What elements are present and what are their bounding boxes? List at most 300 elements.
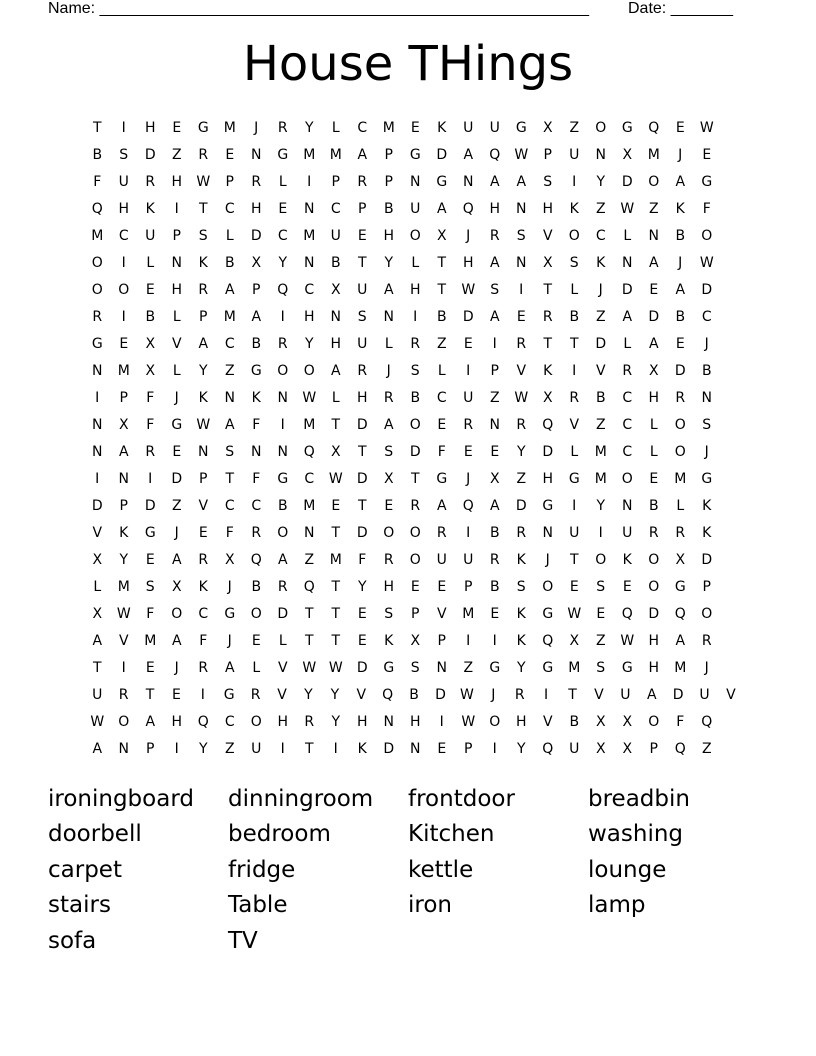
grid-letter[interactable]: T bbox=[304, 632, 314, 649]
grid-letter[interactable]: P bbox=[490, 362, 499, 379]
grid-letter[interactable]: L bbox=[649, 416, 658, 433]
grid-letter[interactable]: O bbox=[701, 605, 713, 622]
grid-letter[interactable]: J bbox=[704, 443, 709, 460]
grid-letter[interactable]: T bbox=[331, 524, 341, 541]
grid-letter[interactable]: K bbox=[596, 254, 606, 271]
grid-letter[interactable]: H bbox=[648, 389, 660, 406]
grid-letter[interactable]: E bbox=[172, 119, 182, 136]
grid-letter[interactable]: M bbox=[329, 551, 342, 568]
grid-letter[interactable]: S bbox=[384, 605, 394, 622]
grid-letter[interactable]: Q bbox=[462, 497, 474, 514]
grid-letter[interactable]: N bbox=[489, 416, 500, 433]
grid-letter[interactable]: D bbox=[277, 605, 289, 622]
grid-letter[interactable]: A bbox=[646, 686, 657, 703]
grid-letter[interactable]: M bbox=[223, 308, 236, 325]
grid-letter[interactable]: X bbox=[251, 254, 262, 271]
grid-letter[interactable]: R bbox=[250, 686, 261, 703]
grid-letter[interactable]: F bbox=[146, 605, 155, 622]
grid-letter[interactable]: Z bbox=[463, 659, 474, 676]
grid-letter[interactable]: G bbox=[542, 497, 554, 514]
grid-letter[interactable]: C bbox=[118, 227, 129, 244]
grid-letter[interactable]: Q bbox=[674, 740, 686, 757]
grid-letter[interactable]: U bbox=[569, 740, 580, 757]
grid-letter[interactable]: I bbox=[121, 308, 126, 325]
grid-letter[interactable]: N bbox=[118, 470, 129, 487]
grid-letter[interactable]: C bbox=[701, 308, 712, 325]
grid-letter[interactable]: B bbox=[436, 308, 447, 325]
grid-letter[interactable]: D bbox=[144, 146, 156, 163]
grid-letter[interactable]: D bbox=[91, 497, 103, 514]
grid-letter[interactable]: M bbox=[674, 470, 687, 487]
grid-letter[interactable]: N bbox=[383, 308, 394, 325]
grid-letter[interactable]: P bbox=[225, 173, 234, 190]
grid-letter[interactable]: O bbox=[648, 173, 660, 190]
grid-letter[interactable]: G bbox=[489, 659, 501, 676]
grid-letter[interactable]: O bbox=[648, 713, 660, 730]
grid-letter[interactable]: A bbox=[145, 713, 156, 730]
grid-letter[interactable]: A bbox=[436, 200, 447, 217]
grid-letter[interactable]: I bbox=[307, 173, 312, 190]
grid-letter[interactable]: M bbox=[91, 227, 104, 244]
grid-letter[interactable]: T bbox=[357, 443, 367, 460]
grid-letter[interactable]: X bbox=[622, 740, 633, 757]
grid-letter[interactable]: A bbox=[224, 281, 235, 298]
grid-letter[interactable]: U bbox=[436, 551, 447, 568]
grid-letter[interactable]: L bbox=[570, 281, 579, 298]
grid-letter[interactable]: R bbox=[542, 308, 553, 325]
grid-letter[interactable]: R bbox=[383, 551, 394, 568]
grid-letter[interactable]: Y bbox=[304, 686, 313, 703]
grid-letter[interactable]: F bbox=[93, 173, 102, 190]
grid-letter[interactable]: A bbox=[648, 254, 659, 271]
grid-letter[interactable]: E bbox=[225, 146, 235, 163]
grid-letter[interactable]: B bbox=[648, 497, 659, 514]
grid-letter[interactable]: E bbox=[278, 200, 288, 217]
grid-letter[interactable]: S bbox=[702, 416, 712, 433]
grid-letter[interactable]: E bbox=[119, 335, 129, 352]
grid-letter[interactable]: F bbox=[252, 416, 261, 433]
grid-letter[interactable]: O bbox=[595, 119, 607, 136]
grid-letter[interactable]: N bbox=[251, 146, 262, 163]
grid-letter[interactable]: W bbox=[196, 173, 211, 190]
grid-letter[interactable]: E bbox=[331, 497, 341, 514]
grid-letter[interactable]: O bbox=[621, 470, 633, 487]
grid-letter[interactable]: D bbox=[621, 281, 633, 298]
grid-letter[interactable]: A bbox=[224, 659, 235, 676]
grid-letter[interactable]: O bbox=[674, 443, 686, 460]
grid-letter[interactable]: I bbox=[333, 740, 338, 757]
grid-letter[interactable]: Z bbox=[224, 740, 235, 757]
grid-letter[interactable]: A bbox=[516, 173, 527, 190]
grid-letter[interactable]: H bbox=[462, 254, 474, 271]
grid-letter[interactable]: X bbox=[648, 362, 659, 379]
grid-letter[interactable]: I bbox=[200, 686, 205, 703]
grid-letter[interactable]: U bbox=[569, 524, 580, 541]
grid-letter[interactable]: X bbox=[383, 470, 394, 487]
grid-letter[interactable]: B bbox=[145, 308, 156, 325]
grid-letter[interactable]: R bbox=[198, 281, 209, 298]
grid-letter[interactable]: B bbox=[251, 335, 262, 352]
grid-letter[interactable]: M bbox=[647, 146, 660, 163]
grid-letter[interactable]: J bbox=[386, 362, 391, 379]
grid-letter[interactable]: R bbox=[357, 173, 368, 190]
grid-letter[interactable]: U bbox=[357, 281, 368, 298]
grid-letter[interactable]: Q bbox=[382, 686, 394, 703]
grid-letter[interactable]: E bbox=[145, 659, 155, 676]
grid-letter[interactable]: E bbox=[410, 578, 420, 595]
grid-letter[interactable]: I bbox=[544, 686, 549, 703]
grid-letter[interactable]: L bbox=[278, 632, 287, 649]
grid-letter[interactable]: U bbox=[463, 551, 474, 568]
grid-letter[interactable]: V bbox=[569, 416, 580, 433]
grid-letter[interactable]: N bbox=[410, 740, 421, 757]
grid-letter[interactable]: Q bbox=[91, 200, 103, 217]
grid-letter[interactable]: K bbox=[198, 578, 208, 595]
grid-letter[interactable]: X bbox=[542, 389, 553, 406]
grid-letter[interactable]: M bbox=[223, 119, 236, 136]
grid-letter[interactable]: L bbox=[411, 254, 420, 271]
grid-letter[interactable]: T bbox=[437, 281, 447, 298]
grid-letter[interactable]: R bbox=[251, 524, 262, 541]
grid-letter[interactable]: E bbox=[437, 740, 447, 757]
grid-letter[interactable]: T bbox=[410, 470, 420, 487]
grid-letter[interactable]: U bbox=[699, 686, 710, 703]
grid-letter[interactable]: U bbox=[145, 227, 156, 244]
grid-letter[interactable]: V bbox=[516, 362, 527, 379]
grid-letter[interactable]: Q bbox=[462, 200, 474, 217]
grid-letter[interactable]: N bbox=[251, 443, 262, 460]
grid-letter[interactable]: M bbox=[303, 146, 316, 163]
grid-letter[interactable]: S bbox=[357, 308, 367, 325]
grid-letter[interactable]: G bbox=[277, 146, 289, 163]
grid-letter[interactable]: M bbox=[329, 146, 342, 163]
grid-letter[interactable]: U bbox=[92, 686, 103, 703]
grid-letter[interactable]: H bbox=[356, 389, 368, 406]
grid-letter[interactable]: A bbox=[92, 740, 103, 757]
grid-letter[interactable]: B bbox=[595, 389, 606, 406]
grid-letter[interactable]: A bbox=[224, 416, 235, 433]
grid-letter[interactable]: I bbox=[121, 119, 126, 136]
grid-letter[interactable]: G bbox=[674, 578, 686, 595]
grid-letter[interactable]: U bbox=[118, 173, 129, 190]
grid-letter[interactable]: U bbox=[463, 389, 474, 406]
grid-letter[interactable]: M bbox=[568, 659, 581, 676]
grid-letter[interactable]: R bbox=[277, 335, 288, 352]
grid-letter[interactable]: X bbox=[622, 713, 633, 730]
grid-letter[interactable]: V bbox=[594, 686, 604, 703]
grid-letter[interactable]: G bbox=[277, 470, 289, 487]
grid-letter[interactable]: A bbox=[675, 632, 686, 649]
grid-letter[interactable]: D bbox=[648, 605, 660, 622]
grid-letter[interactable]: N bbox=[171, 254, 182, 271]
grid-letter[interactable]: Y bbox=[516, 443, 526, 460]
grid-letter[interactable]: H bbox=[648, 659, 660, 676]
grid-letter[interactable]: Q bbox=[250, 551, 262, 568]
grid-letter[interactable]: W bbox=[461, 713, 476, 730]
grid-letter[interactable]: Q bbox=[542, 416, 554, 433]
grid-letter[interactable]: M bbox=[303, 416, 316, 433]
grid-letter[interactable]: L bbox=[623, 227, 632, 244]
grid-letter[interactable]: R bbox=[516, 335, 527, 352]
grid-letter[interactable]: W bbox=[620, 200, 635, 217]
grid-letter[interactable]: F bbox=[437, 443, 446, 460]
grid-letter[interactable]: B bbox=[675, 308, 686, 325]
grid-letter[interactable]: C bbox=[198, 605, 209, 622]
grid-letter[interactable]: W bbox=[328, 470, 343, 487]
grid-letter[interactable]: N bbox=[198, 443, 209, 460]
grid-letter[interactable]: U bbox=[620, 686, 631, 703]
grid-letter[interactable]: T bbox=[331, 416, 341, 433]
grid-letter[interactable]: A bbox=[675, 281, 686, 298]
grid-letter[interactable]: E bbox=[145, 551, 155, 568]
grid-letter[interactable]: X bbox=[595, 740, 606, 757]
grid-letter[interactable]: A bbox=[489, 254, 500, 271]
grid-letter[interactable]: A bbox=[171, 551, 182, 568]
grid-letter[interactable]: O bbox=[489, 713, 501, 730]
grid-letter[interactable]: Y bbox=[198, 740, 208, 757]
grid-letter[interactable]: I bbox=[439, 713, 444, 730]
grid-letter[interactable]: Q bbox=[621, 605, 633, 622]
grid-letter[interactable]: W bbox=[328, 659, 343, 676]
grid-letter[interactable]: C bbox=[224, 713, 235, 730]
grid-letter[interactable]: S bbox=[516, 227, 526, 244]
grid-letter[interactable]: U bbox=[622, 524, 633, 541]
grid-letter[interactable]: E bbox=[596, 605, 606, 622]
grid-letter[interactable]: B bbox=[569, 308, 580, 325]
grid-letter[interactable]: R bbox=[383, 389, 394, 406]
grid-letter[interactable]: Q bbox=[674, 605, 686, 622]
grid-letter[interactable]: V bbox=[198, 497, 209, 514]
grid-letter[interactable]: T bbox=[145, 686, 155, 703]
grid-letter[interactable]: X bbox=[92, 605, 103, 622]
grid-letter[interactable]: D bbox=[356, 524, 368, 541]
grid-letter[interactable]: R bbox=[436, 524, 447, 541]
grid-letter[interactable]: E bbox=[171, 686, 181, 703]
grid-letter[interactable]: Y bbox=[516, 659, 526, 676]
grid-letter[interactable]: R bbox=[145, 173, 156, 190]
grid-letter[interactable]: V bbox=[171, 335, 182, 352]
grid-letter[interactable]: D bbox=[435, 686, 446, 703]
grid-letter[interactable]: S bbox=[198, 227, 208, 244]
grid-letter[interactable]: P bbox=[358, 200, 367, 217]
grid-letter[interactable]: L bbox=[331, 389, 340, 406]
grid-letter[interactable]: C bbox=[436, 389, 447, 406]
grid-letter[interactable]: B bbox=[224, 254, 235, 271]
grid-letter[interactable]: O bbox=[250, 605, 262, 622]
grid-letter[interactable]: E bbox=[649, 281, 659, 298]
grid-letter[interactable]: L bbox=[172, 362, 181, 379]
grid-letter[interactable]: M bbox=[382, 119, 395, 136]
grid-letter[interactable]: T bbox=[331, 605, 341, 622]
grid-letter[interactable]: L bbox=[331, 119, 340, 136]
grid-letter[interactable]: B bbox=[569, 713, 580, 730]
grid-letter[interactable]: I bbox=[121, 659, 126, 676]
grid-letter[interactable]: H bbox=[383, 578, 395, 595]
grid-letter[interactable]: K bbox=[357, 740, 367, 757]
grid-letter[interactable]: N bbox=[701, 389, 712, 406]
grid-letter[interactable]: G bbox=[515, 119, 527, 136]
grid-letter[interactable]: X bbox=[436, 227, 447, 244]
grid-letter[interactable]: H bbox=[542, 200, 554, 217]
grid-letter[interactable]: W bbox=[567, 605, 582, 622]
grid-letter[interactable]: E bbox=[490, 605, 500, 622]
grid-letter[interactable]: L bbox=[172, 308, 181, 325]
grid-letter[interactable]: R bbox=[622, 362, 633, 379]
grid-letter[interactable]: L bbox=[252, 659, 261, 676]
grid-letter[interactable]: I bbox=[492, 740, 497, 757]
grid-letter[interactable]: Y bbox=[596, 173, 606, 190]
grid-letter[interactable]: J bbox=[254, 119, 259, 136]
grid-letter[interactable]: R bbox=[198, 659, 209, 676]
grid-letter[interactable]: K bbox=[384, 632, 394, 649]
grid-letter[interactable]: I bbox=[280, 740, 285, 757]
grid-letter[interactable]: H bbox=[171, 281, 183, 298]
grid-letter[interactable]: E bbox=[437, 416, 447, 433]
grid-letter[interactable]: N bbox=[648, 227, 659, 244]
grid-letter[interactable]: L bbox=[570, 443, 579, 460]
grid-letter[interactable]: P bbox=[172, 227, 181, 244]
grid-letter[interactable]: S bbox=[596, 659, 606, 676]
grid-letter[interactable]: R bbox=[198, 551, 209, 568]
grid-letter[interactable]: G bbox=[171, 416, 183, 433]
grid-letter[interactable]: O bbox=[409, 416, 421, 433]
grid-letter[interactable]: G bbox=[542, 605, 554, 622]
grid-letter[interactable]: A bbox=[463, 146, 474, 163]
grid-letter[interactable]: I bbox=[413, 308, 418, 325]
grid-letter[interactable]: O bbox=[303, 362, 315, 379]
grid-letter[interactable]: R bbox=[198, 146, 209, 163]
grid-letter[interactable]: R bbox=[701, 632, 712, 649]
grid-letter[interactable]: L bbox=[623, 335, 632, 352]
grid-letter[interactable]: O bbox=[383, 524, 395, 541]
grid-letter[interactable]: M bbox=[144, 632, 157, 649]
grid-letter[interactable]: P bbox=[543, 146, 552, 163]
grid-letter[interactable]: N bbox=[118, 740, 129, 757]
grid-letter[interactable]: N bbox=[330, 308, 341, 325]
grid-letter[interactable]: Z bbox=[224, 362, 235, 379]
grid-letter[interactable]: L bbox=[676, 497, 685, 514]
grid-letter[interactable]: S bbox=[225, 443, 235, 460]
grid-letter[interactable]: K bbox=[119, 524, 129, 541]
grid-letter[interactable]: M bbox=[674, 659, 687, 676]
grid-letter[interactable]: P bbox=[411, 605, 420, 622]
grid-letter[interactable]: M bbox=[117, 362, 130, 379]
grid-letter[interactable]: I bbox=[492, 632, 497, 649]
grid-letter[interactable]: P bbox=[464, 740, 473, 757]
grid-letter[interactable]: Q bbox=[489, 146, 501, 163]
grid-letter[interactable]: T bbox=[569, 335, 579, 352]
grid-letter[interactable]: I bbox=[280, 308, 285, 325]
grid-letter[interactable]: L bbox=[93, 578, 102, 595]
grid-letter[interactable]: A bbox=[675, 173, 686, 190]
grid-letter[interactable]: I bbox=[121, 254, 126, 271]
grid-letter[interactable]: M bbox=[303, 227, 316, 244]
grid-letter[interactable]: M bbox=[594, 470, 607, 487]
grid-letter[interactable]: P bbox=[702, 578, 711, 595]
grid-letter[interactable]: H bbox=[515, 713, 527, 730]
grid-letter[interactable]: G bbox=[409, 146, 421, 163]
grid-letter[interactable]: P bbox=[384, 173, 393, 190]
grid-letter[interactable]: T bbox=[568, 686, 577, 703]
grid-letter[interactable]: Y bbox=[330, 686, 340, 703]
grid-letter[interactable]: N bbox=[304, 524, 315, 541]
grid-letter[interactable]: D bbox=[356, 470, 368, 487]
grid-letter[interactable]: L bbox=[384, 335, 393, 352]
grid-letter[interactable]: K bbox=[251, 389, 261, 406]
grid-letter[interactable]: P bbox=[199, 308, 208, 325]
grid-letter[interactable]: Q bbox=[648, 119, 660, 136]
grid-letter[interactable]: S bbox=[516, 578, 526, 595]
grid-letter[interactable]: D bbox=[409, 443, 421, 460]
grid-letter[interactable]: G bbox=[224, 605, 236, 622]
grid-letter[interactable]: A bbox=[622, 308, 633, 325]
grid-letter[interactable]: S bbox=[410, 362, 420, 379]
grid-letter[interactable]: G bbox=[621, 119, 633, 136]
grid-letter[interactable]: N bbox=[463, 173, 474, 190]
grid-letter[interactable]: B bbox=[675, 227, 686, 244]
grid-letter[interactable]: A bbox=[489, 173, 500, 190]
grid-letter[interactable]: L bbox=[437, 362, 446, 379]
grid-letter[interactable]: L bbox=[649, 443, 658, 460]
grid-letter[interactable]: X bbox=[489, 470, 500, 487]
grid-letter[interactable]: R bbox=[277, 119, 288, 136]
grid-letter[interactable]: W bbox=[514, 389, 529, 406]
grid-letter[interactable]: T bbox=[437, 254, 447, 271]
grid-letter[interactable]: O bbox=[648, 578, 660, 595]
grid-letter[interactable]: Q bbox=[542, 632, 554, 649]
grid-letter[interactable]: B bbox=[251, 578, 262, 595]
grid-letter[interactable]: D bbox=[621, 173, 633, 190]
grid-letter[interactable]: O bbox=[277, 524, 289, 541]
grid-letter[interactable]: E bbox=[251, 632, 261, 649]
grid-letter[interactable]: W bbox=[461, 281, 476, 298]
grid-letter[interactable]: I bbox=[519, 281, 524, 298]
grid-letter[interactable]: W bbox=[302, 389, 317, 406]
grid-letter[interactable]: N bbox=[304, 200, 315, 217]
grid-letter[interactable]: A bbox=[383, 281, 394, 298]
grid-letter[interactable]: W bbox=[514, 146, 529, 163]
grid-letter[interactable]: T bbox=[543, 335, 553, 352]
grid-letter[interactable]: E bbox=[649, 470, 659, 487]
grid-letter[interactable]: R bbox=[489, 551, 500, 568]
grid-letter[interactable]: J bbox=[174, 524, 179, 541]
grid-letter[interactable]: N bbox=[595, 146, 606, 163]
grid-letter[interactable]: T bbox=[304, 740, 314, 757]
grid-letter[interactable]: Y bbox=[278, 254, 288, 271]
grid-letter[interactable]: F bbox=[199, 632, 208, 649]
grid-letter[interactable]: G bbox=[436, 173, 448, 190]
grid-letter[interactable]: L bbox=[278, 173, 287, 190]
grid-letter[interactable]: U bbox=[489, 119, 500, 136]
grid-letter[interactable]: H bbox=[356, 713, 368, 730]
grid-letter[interactable]: R bbox=[569, 389, 580, 406]
grid-letter[interactable]: X bbox=[595, 713, 606, 730]
grid-letter[interactable]: R bbox=[516, 524, 527, 541]
grid-letter[interactable]: B bbox=[489, 578, 500, 595]
grid-letter[interactable]: K bbox=[145, 200, 155, 217]
grid-letter[interactable]: O bbox=[542, 578, 554, 595]
grid-letter[interactable]: Z bbox=[595, 416, 606, 433]
grid-letter[interactable]: T bbox=[92, 659, 102, 676]
grid-letter[interactable]: E bbox=[622, 578, 632, 595]
grid-letter[interactable]: E bbox=[357, 227, 367, 244]
grid-letter[interactable]: S bbox=[569, 254, 579, 271]
grid-letter[interactable]: E bbox=[172, 443, 182, 460]
grid-letter[interactable]: P bbox=[252, 281, 261, 298]
grid-letter[interactable]: N bbox=[92, 416, 103, 433]
grid-letter[interactable]: X bbox=[542, 254, 553, 271]
grid-letter[interactable]: I bbox=[492, 335, 497, 352]
